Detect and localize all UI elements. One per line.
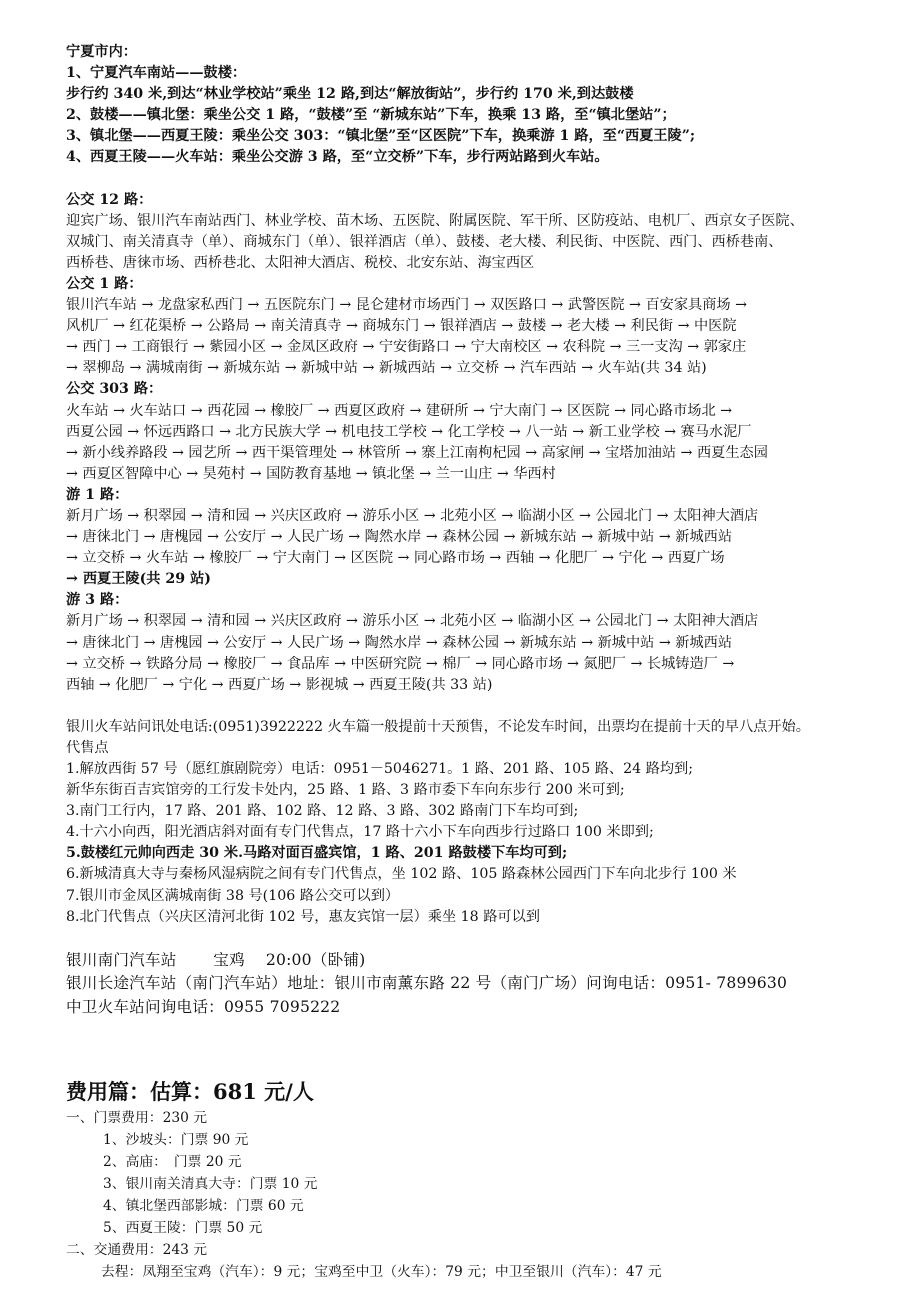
agent-item: 4.十六小向西，阳光酒店斜对面有专门代售点，17 路十六小下车向西步行过路口 100 米即到; bbox=[66, 824, 654, 841]
tour-3-stops-line: → 立交桥 → 铁路分局 → 橡胶厂 → 食品库 → 中医研究院 → 棉厂 → 同心路市场 → 氮肥厂 → 长城铸造厂 → bbox=[66, 655, 735, 672]
transport-detail: 去程：凤翔至宝鸡（汽车）：9 元；宝鸡至中卫（火车）：79 元；中卫至银川（汽车）：47 元 bbox=[101, 1264, 662, 1281]
train-phone: 银川火车站问讯处电话:(0951)3922222 火车篇一般提前十天预售，不论发车时间，出票均在提前十天的早八点开始。 bbox=[66, 718, 810, 735]
tour-1-stops-line: → 唐徕北门 → 唐槐园 → 公安厅 → 人民广场 → 陶然水岸 → 森林公园 → 新城东站 → 新城中站 → 新城西站 bbox=[66, 529, 733, 546]
tour-3-stops-line: → 唐徕北门 → 唐槐园 → 公安厅 → 人民广场 → 陶然水岸 → 森林公园 → 新城东站 → 新城中站 → 新城西站 bbox=[66, 634, 733, 651]
bus-1-stops-line: 银川汽车站 → 龙盘家私西门 → 五医院东门 → 昆仑建材市场西门 → 双医路口 → 武警医院 → 百安家具商场 → bbox=[66, 297, 747, 314]
tickets-title: 一、门票费用：230 元 bbox=[66, 1110, 208, 1127]
bus-303-stops-line: → 新小线养路段 → 园艺所 → 西干渠管理处 → 林管所 → 寨上江南枸杞园 → 高家闸 → 宝塔加油站 → 西夏生态园 bbox=[66, 444, 768, 461]
station-line: 银川南门汽车站 宝鸡 20:00（卧铺) bbox=[66, 950, 366, 969]
bus-1-title: 公交 1 路： bbox=[66, 275, 143, 292]
route-3: 3、镇北堡——西夏王陵：乘坐公交 303：“镇北堡”至“区医院”下车，换乘游 1 路，至“西夏王陵”; bbox=[66, 128, 696, 145]
tour-1-stops-line: → 西夏王陵(共 29 站) bbox=[66, 571, 211, 588]
bus-12-stops-line: 双城门、南关清真寺（单）、商城东门（单）、银祥酒店（单）、鼓楼、老大楼、利民街、中医院、西门、西桥巷南、 bbox=[66, 233, 783, 250]
agent-item: 6.新城清真大寺与秦杨风湿病院之间有专门代售点，坐 102 路、105 路森林公园西门下车向北步行 100 米 bbox=[66, 866, 737, 883]
tour-3-stops-line: 西轴 → 化肥厂 → 宁化 → 西夏广场 → 影视城 → 西夏王陵(共 33 站) bbox=[66, 676, 493, 693]
city-heading: 宁夏市内： bbox=[66, 44, 137, 60]
bus-12-stops-line: 迎宾广场、银川汽车南站西门、林业学校、苗木场、五医院、附属医院、军干所、区防疫站、电机厂、西京女子医院、 bbox=[66, 212, 804, 229]
route-2: 2、鼓楼——镇北堡：乘坐公交 1 路，“鼓楼”至 “新城东站”下车，换乘 13 路，至“镇北堡站”； bbox=[66, 107, 676, 124]
route-1-title: 1、宁夏汽车南站——鼓楼： bbox=[66, 65, 247, 82]
agent-item: 新华东街百吉宾馆旁的工行发卡处内，25 路、1 路、3 路市委下车向东步行 200 米可到; bbox=[66, 782, 625, 799]
document-page bbox=[66, 42, 906, 1283]
tour-3-stops-line: 新月广场 → 积翠园 → 清和园 → 兴庆区政府 → 游乐小区 → 北苑小区 → 临湖小区 → 公园北门 → 太阳神大酒店 bbox=[66, 613, 759, 630]
transport-title: 二、交通费用：243 元 bbox=[66, 1242, 208, 1259]
agents-title: 代售点 bbox=[66, 739, 109, 756]
ticket-item: 3、银川南关清真大寺：门票 10 元 bbox=[103, 1176, 318, 1193]
agent-item: 7.银川市金凤区满城南街 38 号(106 路公交可以到） bbox=[66, 887, 400, 904]
bus-303-stops-line: 火车站 → 火车站口 → 西花园 → 橡胶厂 → 西夏区政府 → 建研所 → 宁大南门 → 区医院 → 同心路市场北 → bbox=[66, 402, 733, 419]
bus-303-stops-line: 西夏公园 → 怀远西路口 → 北方民族大学 → 机电技工学校 → 化工学校 → 八一站 → 新工业学校 → 赛马水泥厂 bbox=[66, 423, 752, 440]
ticket-item: 4、镇北堡西部影城：门票 60 元 bbox=[103, 1198, 304, 1215]
bus-303-stops-line: → 西夏区智障中心 → 昊苑村 → 国防教育基地 → 镇北堡 → 兰一山庄 → 华西村 bbox=[66, 465, 556, 482]
tour-1-title: 游 1 路： bbox=[66, 486, 129, 503]
station-line: 银川长途汽车站（南门汽车站）地址：银川市南薰东路 22 号（南门广场）问询电话：0951- 7899630 bbox=[66, 974, 788, 993]
bus-1-stops-line: 风机厂 → 红花渠桥 → 公路局 → 南关清真寺 → 商城东门 → 银祥酒店 → 鼓楼 → 老大楼 → 利民街 → 中医院 bbox=[66, 318, 737, 335]
bus-12-stops-line: 西桥巷、唐徕市场、西桥巷北、太阳神大酒店、税校、北安东站、海宝西区 bbox=[66, 254, 535, 271]
ticket-item: 1、沙坡头：门票 90 元 bbox=[103, 1132, 249, 1149]
tour-1-stops-line: 新月广场 → 积翠园 → 清和园 → 兴庆区政府 → 游乐小区 → 北苑小区 → 临湖小区 → 公园北门 → 太阳神大酒店 bbox=[66, 507, 759, 524]
bus-303-title: 公交 303 路： bbox=[66, 381, 163, 398]
bus-1-stops-line: → 翠柳岛 → 满城南街 → 新城东站 → 新城中站 → 新城西站 → 立交桥 → 汽车西站 → 火车站(共 34 站) bbox=[66, 360, 707, 377]
route-4: 4、西夏王陵——火车站：乘坐公交游 3 路，至“立交桥”下车，步行两站路到火车站。 bbox=[66, 149, 609, 166]
tour-1-stops-line: → 立交桥 → 火车站 → 橡胶厂 → 宁大南门 → 区医院 → 同心路市场 → 西轴 → 化肥厂 → 宁化 → 西夏广场 bbox=[66, 550, 725, 567]
agent-item: 1.解放西街 57 号（愿红旗剧院旁）电话：0951－5046271。1 路、201 路、105 路、24 路均到; bbox=[66, 761, 694, 777]
agent-item: 5.鼓楼红元帅向西走 30 米.马路对面百盛宾馆，1 路、201 路鼓楼下车均可到; bbox=[66, 845, 568, 862]
station-line: 中卫火车站问询电话：0955 7095222 bbox=[66, 997, 341, 1016]
bus-12-title: 公交 12 路： bbox=[66, 191, 153, 208]
route-1-detail: 步行约 340 米,到达“林业学校站”乘坐 12 路,到达“解放街站”，步行约 170 米,到达鼓楼 bbox=[66, 86, 634, 103]
ticket-item: 2、高庙： 门票 20 元 bbox=[103, 1154, 242, 1171]
tour-3-title: 游 3 路： bbox=[66, 592, 129, 609]
agent-item: 8.北门代售点（兴庆区清河北街 102 号，惠友宾馆一层）乘坐 18 路可以到 bbox=[66, 908, 540, 925]
ticket-item: 5、西夏王陵：门票 50 元 bbox=[103, 1220, 263, 1237]
cost-title: 费用篇：估算：681 元/人 bbox=[66, 1079, 314, 1105]
bus-1-stops-line: → 西门 → 工商银行 → 紫园小区 → 金凤区政府 → 宁安街路口 → 宁大南校区 → 农科院 → 三一支沟 → 郭家庄 bbox=[66, 339, 747, 356]
agent-item: 3.南门工行内，17 路、201 路、102 路、12 路、3 路、302 路南门下车均可到; bbox=[66, 803, 579, 820]
